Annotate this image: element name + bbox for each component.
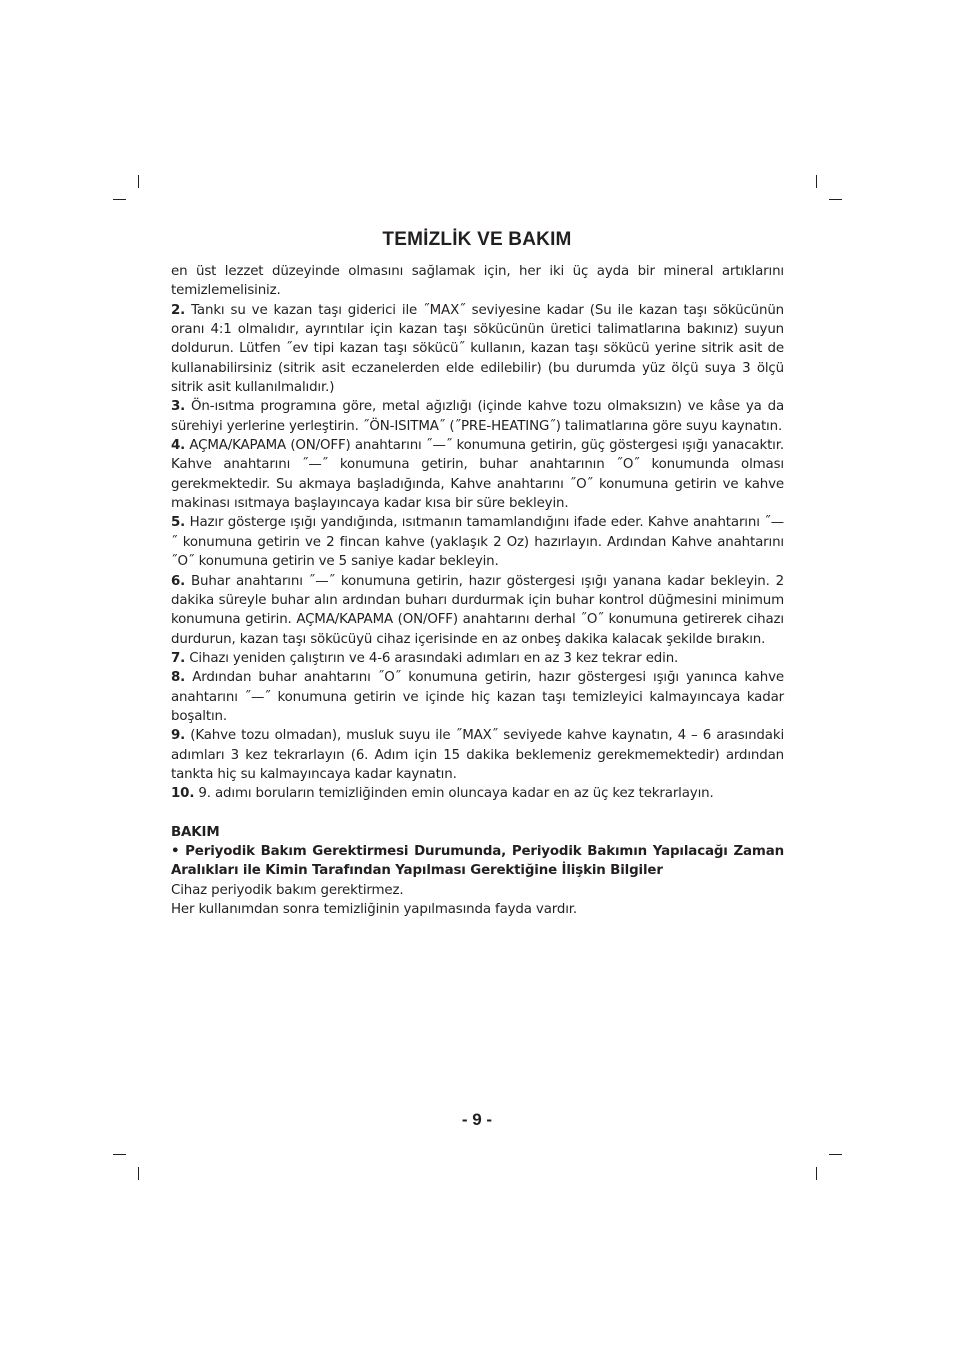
step-text: AÇMA/KAPAMA (ON/OFF) anahtarını ˝—˝ konumuna getirin, güç göstergesi ışığı yanacaktır. Kahve anahtarını ˝—˝ konumuna getirin, buhar anahtarının ˝O˝ konumunda olması gerekmektedir. Su akmaya başladığında, Kahve anahtarını ˝O˝ konumuna getirin ve kahve makinası ısıtmaya başlayıncaya kadar kısa bir süre bekleyin.	[171, 438, 784, 512]
crop-mark-top-right-vertical	[816, 175, 817, 188]
page-title: TEMİZLİK VE BAKIM	[382, 229, 572, 250]
step-text: Ön-ısıtma programına göre, metal ağızlığı (içinde kahve tozu olmaksızın) ve kâse ya da sürehiyi yerlerine yerleştirin. ˝ÖN-ISITMA˝ (˝PRE-HEATING˝) talimatlarına göre suyu kaynatın.	[171, 399, 784, 434]
step-7	[171, 649, 784, 668]
step-number: 3.	[171, 399, 186, 415]
intro-paragraph: en üst lezzet düzeyinde olmasını sağlamak için, her iki üç ayda bir mineral artıklarını temizlemelisiniz.	[171, 264, 784, 299]
step-number: 8.	[171, 670, 186, 686]
step-number: 10.	[171, 786, 195, 802]
step-text: 9. adımı boruların temizliğinden emin oluncaya kadar en az üç kez tekrarlayın.	[198, 786, 714, 802]
crop-mark-bottom-left-vertical	[138, 1167, 139, 1180]
maintenance-subheading: • Periyodik Bakım Gerektirmesi Durumunda, Periyodik Bakımın Yapılacağı Zaman Aralıkları ile Kimin Tarafından Yapılması Gerektiğine İlişkin Bilgiler	[171, 843, 784, 879]
step-9	[171, 726, 784, 784]
step-number: 4.	[171, 438, 186, 454]
step-text: Tankı su ve kazan taşı giderici ile ˝MAX˝ seviyesine kadar (Su ile kazan taşı sökücünün oranı 4:1 olmalıdır, ayrıntılar için kazan taşı sökücünün üretici talimatlarına bakınız) suyun doldurun. Lütfen ˝ev tipi kazan taşı sökücü˝ kullanın, kazan taşı sökücü yerine sitrik asit de kullanabilirsiniz (sitrik asit eczanelerden elde edilebilir) (bu durumda yüz ölçü suya 3 ölçü sitrik asit kullanılmalıdır.)	[171, 302, 785, 396]
step-text: Ardından buhar anahtarını ˝O˝ konumuna getirin, hazır göstergesi ışığı yanınca kahve anahtarını ˝—˝ konumuna getirin ve içinde hiç kazan taşı temizleyici kalmayıncaya kadar boşaltın.	[171, 670, 785, 724]
step-number: 7.	[171, 650, 186, 666]
step-3	[171, 397, 784, 436]
crop-mark-top-left-horizontal	[113, 199, 126, 200]
maintenance-heading: BAKIM	[171, 824, 220, 840]
step-4	[171, 436, 784, 513]
step-number: 2.	[171, 302, 186, 318]
step-number: 9.	[171, 728, 186, 744]
step-6	[171, 572, 784, 649]
step-2	[171, 301, 784, 398]
maintenance-line-2: Her kullanımdan sonra temizliğinin yapılmasında fayda vardır.	[171, 902, 578, 917]
step-5	[171, 513, 784, 571]
step-text: Hazır gösterge ışığı yandığında, ısıtmanın tamamlandığını ifade eder. Kahve anahtarını ˝—˝ konumuna getirin ve 2 fincan kahve (yaklaşık 2 Oz) hazırlayın. Ardından Kahve anahtarını ˝O˝ konumuna getirin ve 5 saniye kadar bekleyin.	[171, 515, 785, 570]
crop-mark-top-right-horizontal	[829, 199, 842, 200]
crop-mark-top-left-vertical	[138, 175, 139, 188]
step-10	[171, 784, 784, 803]
crop-mark-bottom-right-vertical	[816, 1167, 817, 1180]
crop-mark-bottom-left-horizontal	[113, 1154, 126, 1155]
step-text: (Kahve tozu olmadan), musluk suyu ile ˝MAX˝ seviyede kahve kaynatın, 4 – 6 arasındaki adımları 3 kez tekrarlayın (6. Adım için 15 dakika beklemeniz gerekmemektedir) ardından tankta hiç su kalmayıncaya kadar kaynatın.	[171, 728, 785, 782]
body-text	[171, 262, 784, 919]
section-spacer	[171, 804, 784, 823]
step-text: Buhar anahtarını ˝—˝ konumuna getirin, hazır göstergesi ışığı yanana kadar bekleyin. 2 dakika süreyle buhar alın ardından buharı durdurmak için buhar kontrol düğmesini minimum konumuna getirin. AÇMA/KAPAMA (ON/OFF) anahtarını derhal ˝O˝ konumuna getirerek cihazı durdurun, kazan taşı sökücüyü cihaz içerisinde en az onbeş dakika kalacak şekilde bırakın.	[171, 573, 785, 647]
step-number: 6.	[171, 573, 186, 589]
step-number: 5.	[171, 515, 186, 531]
step-8	[171, 668, 784, 726]
maintenance-line-1: Cihaz periyodik bakım gerektirmez.	[171, 882, 404, 898]
page-number: - 9 -	[461, 1110, 493, 1129]
crop-mark-bottom-right-horizontal	[829, 1154, 842, 1155]
step-text: Cihazı yeniden çalıştırın ve 4-6 arasındaki adımları en az 3 kez tekrar edin.	[189, 650, 679, 666]
